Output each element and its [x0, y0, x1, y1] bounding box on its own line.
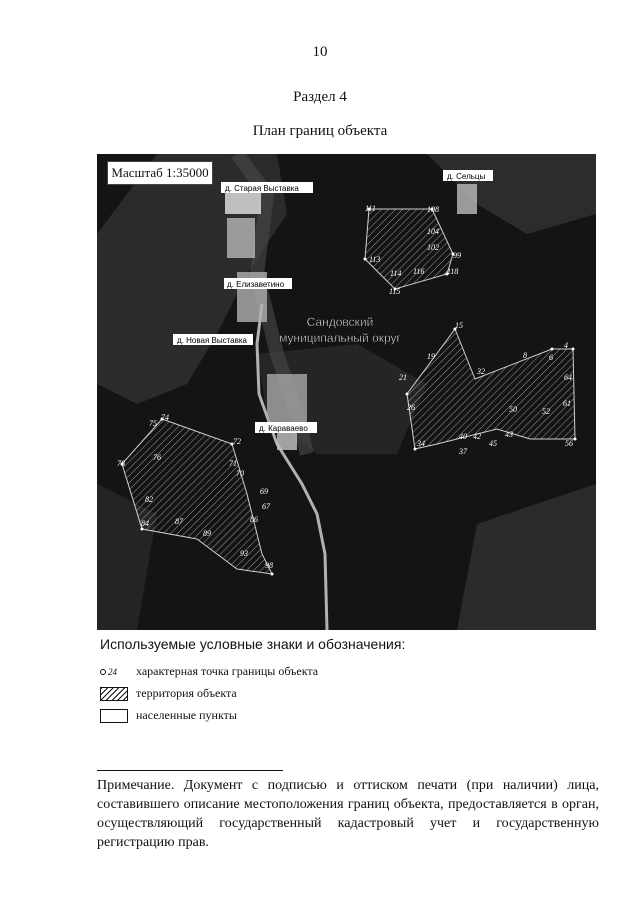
point-label: 45 — [489, 439, 497, 448]
footnote-divider — [97, 770, 283, 771]
boundary-point-sample: 24 — [108, 666, 117, 677]
settlement-label: д. Елизаветино — [227, 280, 285, 289]
point-label: 71 — [229, 459, 237, 468]
point-label: 98 — [265, 561, 273, 570]
point-label: 19 — [427, 352, 435, 361]
point-label: 67 — [262, 502, 270, 511]
point-label: 115 — [389, 287, 401, 296]
settlement-label: д. Новая Выставка — [177, 336, 247, 345]
point-label: 43 — [505, 430, 513, 439]
point-label: 15 — [455, 321, 463, 330]
point-label: 69 — [260, 487, 268, 496]
point-label: 118 — [447, 267, 459, 276]
legend-label: населенные пункты — [136, 708, 237, 722]
legend-label: характерная точка границы объекта — [136, 664, 319, 678]
point-label: 26 — [407, 403, 415, 412]
point-label: 113 — [369, 255, 381, 264]
footnote-note: Примечание. Документ с подписью и оттиском печати (при наличии) лица, составившего описание местоположения границ объекта, предоставляется в орган, осуществляющий государственный кадастровый учет и государственную регистрацию прав. — [97, 778, 599, 850]
point-label: 42 — [473, 432, 481, 441]
point-label: 37 — [459, 447, 467, 456]
point-label: 84 — [141, 519, 149, 528]
settlement-box-icon — [100, 709, 128, 723]
point-label: 4 — [564, 341, 568, 350]
point-label: 111 — [365, 204, 376, 213]
point-label: 21 — [399, 373, 407, 382]
section-title: Раздел 4 — [293, 89, 347, 105]
point-label: 102 — [427, 243, 439, 252]
point-label: 34 — [417, 439, 425, 448]
plan-title: План границ объекта — [252, 123, 388, 139]
legend-item-settlements — [100, 708, 237, 723]
point-label: 70 — [236, 469, 244, 478]
legend-heading: Используемые условные знаки и обозначения: — [100, 636, 406, 652]
legend-label: территория объекта — [136, 686, 237, 700]
point-label: 82 — [145, 495, 153, 504]
point-label: 76 — [153, 453, 161, 462]
point-label: 32 — [477, 367, 485, 376]
hatched-area-icon — [100, 687, 128, 701]
point-label: 56 — [565, 439, 573, 448]
settlement-label: д. Караваево — [259, 424, 308, 433]
point-label: 72 — [233, 437, 241, 446]
point-label: 108 — [427, 205, 439, 214]
settlement-label: д. Старая Выставка — [225, 184, 299, 193]
point-label: 75 — [149, 419, 157, 428]
page-number: 10 — [312, 44, 328, 60]
point-label: 86 — [250, 515, 258, 524]
point-label: 89 — [203, 529, 211, 538]
district-label-line2: муниципальный округ — [279, 331, 401, 345]
legend-item-boundary-point — [100, 664, 318, 679]
district-label-line1: Сандовский — [306, 315, 374, 329]
legend-item-territory — [100, 686, 237, 701]
point-label: 61 — [563, 399, 571, 408]
boundary-map — [97, 154, 596, 630]
point-label: 8 — [523, 351, 527, 360]
scale-label: Масштаб 1:35000 — [107, 161, 213, 185]
point-label: 52 — [542, 407, 550, 416]
point-label: 104 — [427, 227, 439, 236]
point-label: 93 — [240, 549, 248, 558]
point-label: 74 — [161, 413, 169, 422]
point-label: 6 — [549, 353, 553, 362]
boundary-point-icon — [100, 665, 128, 679]
point-label: 114 — [390, 269, 402, 278]
point-label: 116 — [413, 267, 425, 276]
point-label: 50 — [509, 405, 517, 414]
point-label: 78 — [117, 459, 125, 468]
point-label: 87 — [175, 517, 183, 526]
point-label: 64 — [564, 373, 572, 382]
settlement-label: д. Сельцы — [447, 172, 486, 181]
point-label: 40 — [459, 432, 467, 441]
map-canvas — [97, 154, 596, 630]
point-label: 99 — [453, 251, 461, 260]
